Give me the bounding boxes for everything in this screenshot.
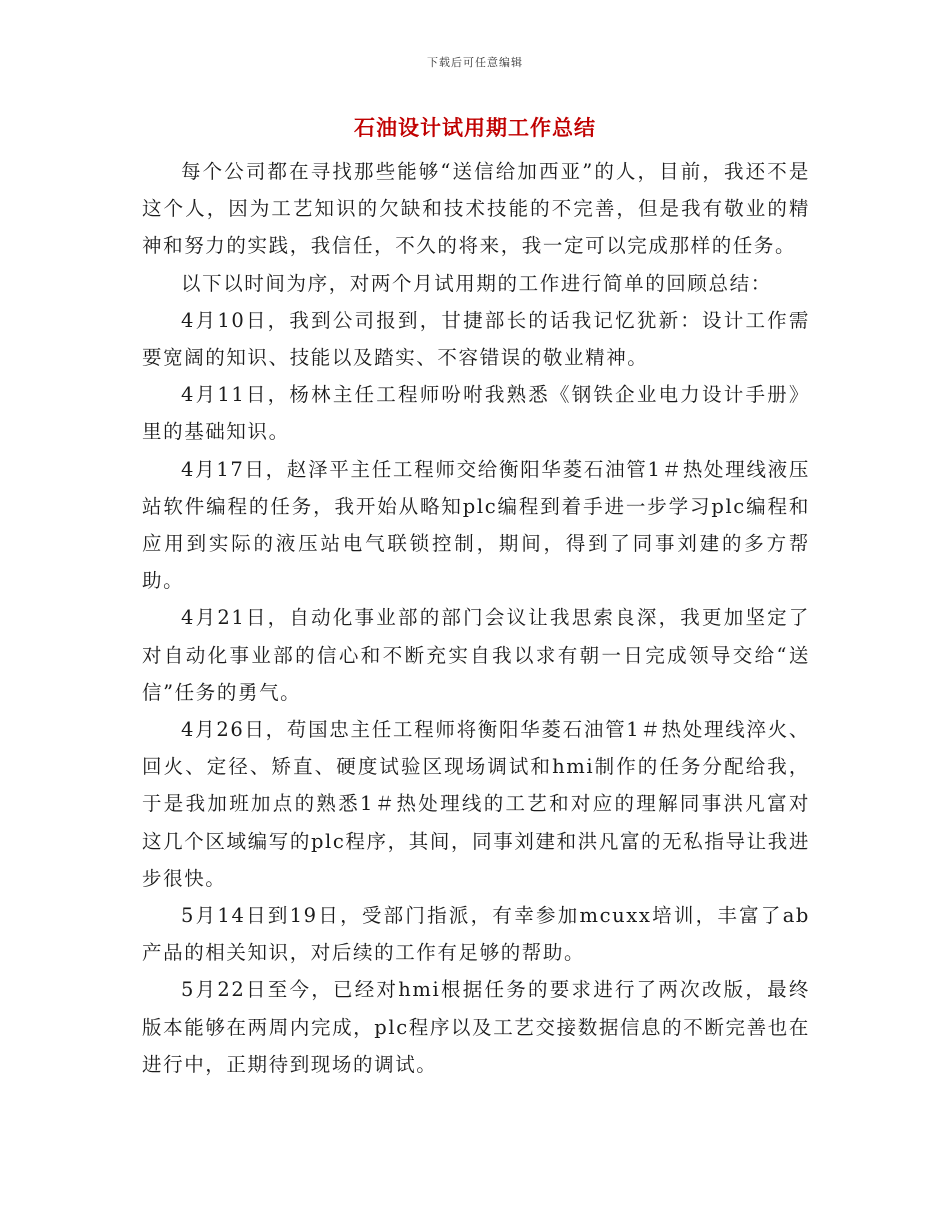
paragraph-overview: 以下以时间为序，对两个月试用期的工作进行简单的回顾总结： xyxy=(181,271,772,295)
paragraph-april-10: 4月10日，我到公司报到，甘捷部长的话我记忆犹新：设计工作需要宽阔的知识、技能以及踏实、不容错误的敬业精神。 xyxy=(142,308,810,370)
paragraph-april-26: 4月26日，苟国忠主任工程师将衡阳华菱石油管1＃热处理线淬火、回火、定径、矫直、硬度试验区现场调试和hmi制作的任务分配给我，于是我加班加点的熟悉1＃热处理线的工艺和对应的理解同事洪凡富对这几个区域编写的plc程序，其间，同事刘建和洪凡富的无私指导让我进步很快。 xyxy=(142,718,810,890)
paragraph-april-17: 4月17日，赵泽平主任工程师交给衡阳华菱石油管1＃热处理线液压站软件编程的任务，我开始从略知plc编程到着手进一步学习plc编程和应用到实际的液压站电气联锁控制，期间，得到了同事刘建的多方帮助。 xyxy=(142,457,810,593)
page-header-note: 下载后可任意编辑 xyxy=(427,56,523,69)
paragraph-intro: 每个公司都在寻找那些能够“送信给加西亚”的人，目前，我还不是这个人，因为工艺知识的欠缺和技术技能的不完善，但是我有敬业的精神和努力的实践，我信任，不久的将来，我一定可以完成那样的任务。 xyxy=(142,160,810,258)
paragraph-april-21: 4月21日，自动化事业部的部门会议让我思索良深，我更加坚定了对自动化事业部的信心和不断充实自我以求有朝一日完成领导交给“送信”任务的勇气。 xyxy=(142,606,810,704)
paragraph-may-22: 5月22日至今，已经对hmi根据任务的要求进行了两次改版，最终版本能够在两周内完成，plc程序以及工艺交接数据信息的不断完善也在进行中，正期待到现场的调试。 xyxy=(142,978,810,1076)
document-body xyxy=(142,153,810,1083)
paragraph-april-11: 4月11日，杨林主任工程师吩咐我熟悉《钢铁企业电力设计手册》里的基础知识。 xyxy=(142,383,810,444)
paragraph-may-14: 5月14日到19日，受部门指派，有幸参加mcuxx培训，丰富了ab产品的相关知识，对后续的工作有足够的帮助。 xyxy=(142,904,810,965)
document-title: 石油设计试用期工作总结 xyxy=(354,115,596,140)
